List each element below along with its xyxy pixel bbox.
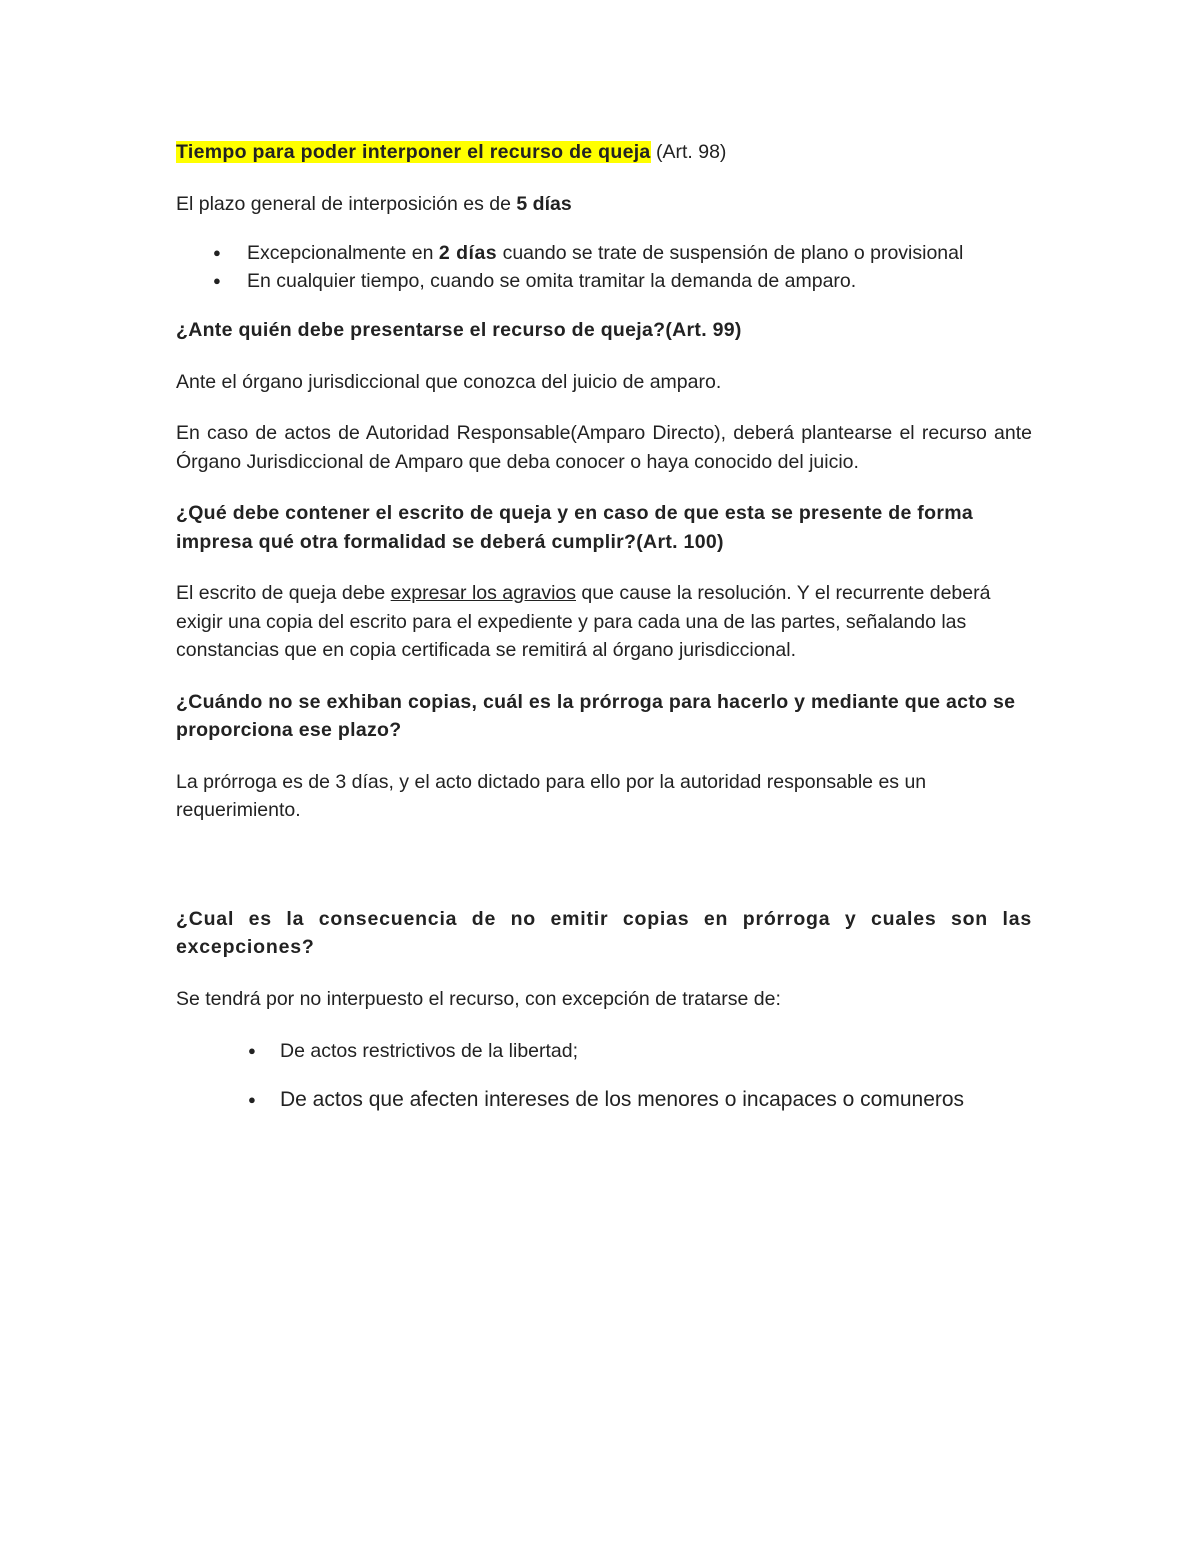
section5-bullet-list bbox=[248, 1037, 1032, 1114]
section1-heading-highlight: Tiempo para poder interponer el recurso de queja bbox=[176, 141, 651, 163]
section2-para1: Ante el órgano jurisdiccional que conozca del juicio de amparo. bbox=[176, 370, 722, 393]
list-item bbox=[213, 241, 1032, 265]
section4-para: La prórroga es de 3 días, y el acto dictado para ello por la autoridad responsable es un requerimiento. bbox=[176, 770, 927, 821]
section3-para bbox=[176, 579, 1032, 665]
section2-heading: ¿Ante quién debe presentarse el recurso de queja?(Art. 99) bbox=[176, 319, 742, 341]
section3-para-post: que cause la resolución. Y el recurrente deberá exigir una copia del escrito para el expediente y para cada una de las partes, señalando las constancias que en copia certificada se remitirá al órgano jurisdiccional. bbox=[176, 582, 991, 661]
section1-intro-text: El plazo general de interposición es de bbox=[176, 192, 517, 215]
section1-intro-bold: 5 días bbox=[516, 192, 572, 215]
section1-bullet-list bbox=[213, 241, 1032, 293]
section1-intro bbox=[176, 190, 1032, 219]
bullet-text: De actos que afecten intereses de los menores o incapaces o comuneros bbox=[280, 1088, 965, 1111]
section5-para: Se tendrá por no interpuesto el recurso, con excepción de tratarse de: bbox=[176, 987, 781, 1010]
bullet-icon: ● bbox=[213, 245, 221, 260]
bullet-text: De actos restrictivos de la libertad; bbox=[280, 1040, 579, 1062]
list-item bbox=[248, 1037, 1032, 1065]
bullet-text: cuando se trate de suspensión de plano o provisional bbox=[497, 242, 964, 264]
section5-heading: ¿Cual es la consecuencia de no emitir copias en prórroga y cuales son las excepciones? bbox=[176, 907, 1032, 958]
bullet-icon: ● bbox=[248, 1043, 256, 1058]
list-item bbox=[213, 269, 1032, 293]
bullet-icon: ● bbox=[248, 1092, 256, 1107]
section1-heading bbox=[176, 138, 1032, 167]
section3-heading: ¿Qué debe contener el escrito de queja y en caso de que esta se presente de forma impresa qué otra formalidad se deberá cumplir?(Art. 100) bbox=[176, 502, 973, 553]
section3-para-pre: El escrito de queja debe bbox=[176, 582, 391, 604]
bullet-bold: 2 días bbox=[438, 242, 498, 264]
bullet-text: Excepcionalmente en bbox=[247, 242, 439, 264]
section3-para-underlined: expresar los agravios bbox=[390, 582, 576, 604]
list-item bbox=[248, 1086, 1032, 1114]
bullet-text: En cualquier tiempo, cuando se omita tramitar la demanda de amparo. bbox=[247, 270, 857, 292]
section2-para2: En caso de actos de Autoridad Responsable(Amparo Directo), deberá plantearse el recurso ante Órgano Jurisdiccional de Amparo que deba conocer o haya conocido del juicio. bbox=[176, 422, 1032, 473]
document-body bbox=[176, 138, 1032, 1114]
section4-heading: ¿Cuándo no se exhiban copias, cuál es la prórroga para hacerlo y mediante que acto se proporciona ese plazo? bbox=[176, 690, 1016, 741]
bullet-icon: ● bbox=[213, 273, 221, 288]
section1-heading-suffix: (Art. 98) bbox=[650, 141, 727, 163]
